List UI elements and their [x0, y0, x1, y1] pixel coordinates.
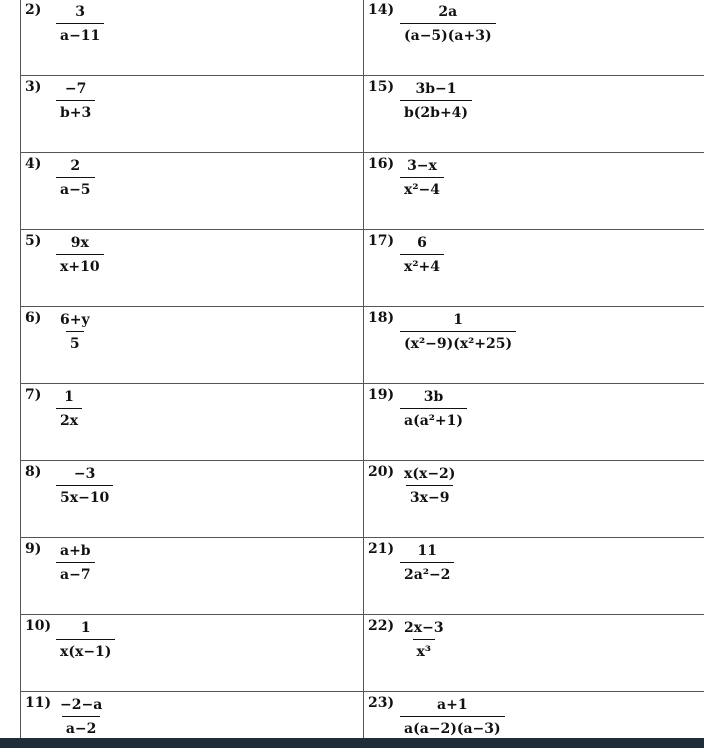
- fraction: [56, 4, 104, 44]
- fraction: [400, 4, 496, 44]
- problem-number: 6): [25, 310, 42, 326]
- problem-cell: [20, 539, 363, 615]
- denominator: a−7: [56, 562, 95, 583]
- problem-cell: [364, 77, 704, 153]
- problem-cell: [364, 231, 704, 307]
- numerator: 3: [75, 4, 86, 20]
- fraction: [400, 620, 448, 660]
- denominator: 3x−9: [406, 485, 454, 506]
- denominator: (a−5)(a+3): [400, 23, 496, 44]
- denominator: a(a²+1): [400, 408, 467, 429]
- problem-cell: [20, 77, 363, 153]
- problem-cell: [364, 462, 704, 538]
- numerator: −2−a: [60, 697, 103, 713]
- numerator: −3: [73, 466, 96, 482]
- denominator: 2x: [56, 408, 82, 429]
- problem-cell: [20, 0, 363, 76]
- problem-number: 16): [368, 156, 395, 172]
- fraction: [56, 158, 95, 198]
- numerator: 3b−1: [415, 81, 457, 97]
- numerator: 9x: [70, 235, 89, 251]
- denominator: x(x−1): [56, 639, 115, 660]
- numerator: 3b: [423, 389, 444, 405]
- problem-number: 8): [25, 464, 42, 480]
- problem-number: 10): [25, 618, 52, 634]
- fraction: [56, 235, 104, 275]
- problem-number: 22): [368, 618, 395, 634]
- problem-cell: [20, 308, 363, 384]
- problem-cell: [364, 0, 704, 76]
- problem-number: 21): [368, 541, 395, 557]
- denominator: x²−4: [400, 177, 444, 198]
- problem-number: 18): [368, 310, 395, 326]
- fraction: [400, 81, 472, 121]
- fraction: [56, 543, 95, 583]
- numerator: 6: [417, 235, 427, 251]
- numerator: 1: [80, 620, 91, 636]
- denominator: b(2b+4): [400, 100, 472, 121]
- problem-cell: [20, 693, 363, 738]
- problem-number: 17): [368, 233, 395, 249]
- problem-number: 4): [25, 156, 42, 172]
- fraction: [400, 312, 516, 352]
- denominator: 5x−10: [56, 485, 113, 506]
- problem-cell: [20, 462, 363, 538]
- problem-cell: [20, 154, 363, 230]
- problem-number: 23): [368, 695, 395, 711]
- fraction: [56, 389, 82, 429]
- numerator: 6+y: [60, 312, 90, 328]
- problem-cell: [364, 154, 704, 230]
- denominator: b+3: [56, 100, 95, 121]
- fraction: [56, 620, 115, 660]
- problem-cell: [364, 385, 704, 461]
- problem-cell: [364, 693, 704, 738]
- problem-cell: [364, 308, 704, 384]
- fraction: [56, 81, 95, 121]
- fraction: [56, 312, 94, 352]
- numerator: x(x−2): [404, 466, 456, 482]
- fraction: [400, 543, 454, 583]
- denominator: 5: [66, 331, 84, 352]
- bottom-bar: [0, 738, 704, 748]
- numerator: 2a: [438, 4, 458, 20]
- problem-number: 2): [25, 2, 42, 18]
- denominator: (x²−9)(x²+25): [400, 331, 516, 352]
- problem-cell: [364, 539, 704, 615]
- fraction: [400, 235, 444, 275]
- problem-cell: [20, 616, 363, 692]
- problem-number: 15): [368, 79, 395, 95]
- fraction: [400, 466, 459, 506]
- denominator: x²+4: [400, 254, 444, 275]
- problem-number: 7): [25, 387, 42, 403]
- denominator: a−2: [62, 716, 101, 737]
- numerator: 2x−3: [404, 620, 444, 636]
- problem-number: 9): [25, 541, 42, 557]
- denominator: a(a−2)(a−3): [400, 716, 505, 737]
- numerator: 2: [70, 158, 81, 174]
- denominator: x+10: [56, 254, 104, 275]
- problem-cell: [364, 616, 704, 692]
- problem-number: 3): [25, 79, 42, 95]
- fraction: [56, 697, 106, 737]
- numerator: 3−x: [407, 158, 437, 174]
- problem-cell: [20, 231, 363, 307]
- fraction: [400, 389, 467, 429]
- denominator: x³: [413, 639, 435, 660]
- denominator: 2a²−2: [400, 562, 454, 583]
- fraction: [400, 697, 505, 737]
- fraction: [56, 466, 113, 506]
- problem-number: 14): [368, 2, 395, 18]
- numerator: −7: [64, 81, 87, 97]
- problem-cell: [20, 385, 363, 461]
- numerator: 11: [417, 543, 437, 559]
- problem-number: 19): [368, 387, 395, 403]
- numerator: 1: [64, 389, 74, 405]
- numerator: a+1: [437, 697, 468, 713]
- problem-number: 20): [368, 464, 395, 480]
- denominator: a−5: [56, 177, 95, 198]
- problem-number: 11): [25, 695, 52, 711]
- numerator: 1: [453, 312, 463, 328]
- denominator: a−11: [56, 23, 104, 44]
- fraction: [400, 158, 444, 198]
- numerator: a+b: [60, 543, 91, 559]
- problem-number: 5): [25, 233, 42, 249]
